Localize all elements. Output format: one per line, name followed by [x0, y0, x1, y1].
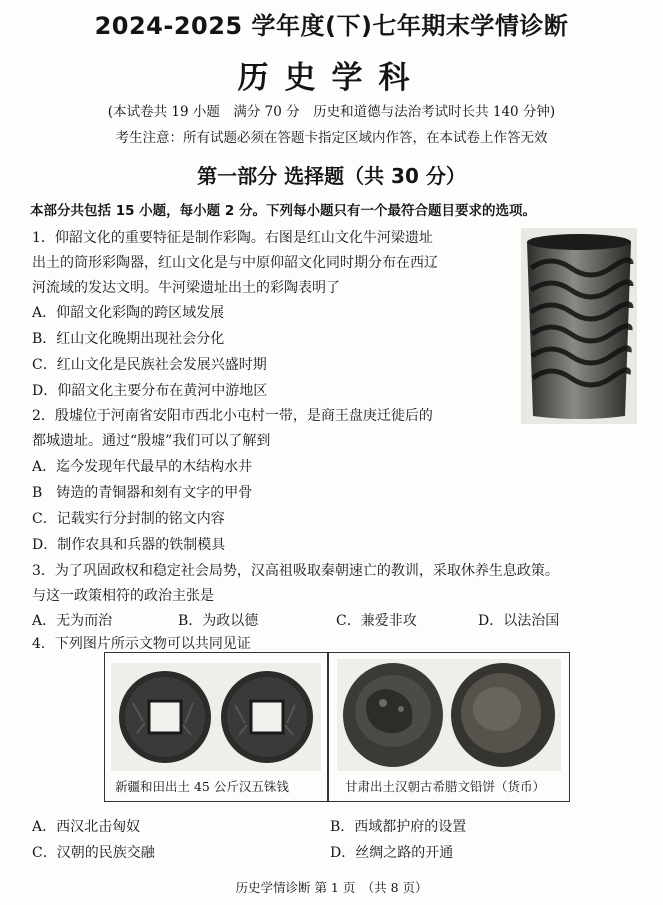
q3-stem-line-2: 与这一政策相符的政治主张是	[32, 588, 214, 604]
q3-option-a: A．无为而治	[32, 613, 113, 629]
q4-option-c: C．汉朝的民族交融	[32, 845, 155, 861]
exam-notice: 考生注意：所有试题必须在答题卡指定区域内作答，在本试卷上作答无效	[115, 130, 548, 146]
q4-option-a: A．西汉北击匈奴	[32, 819, 141, 835]
q3-option-c: C．兼爱非攻	[336, 613, 417, 629]
q3-option-d: D．以法治国	[478, 613, 560, 629]
q4-option-d: D．丝绸之路的开通	[330, 845, 454, 861]
q2-option-c: C．记载实行分封制的铭文内容	[32, 511, 225, 527]
caption-wuzhu-coins: 新疆和田出土 45 公斤汉五铢钱	[115, 779, 289, 794]
q3-stem-line-1: 3．为了巩固政权和稳定社会局势，汉高祖吸取秦朝速亡的教训，采取休养生息政策。	[32, 563, 559, 579]
page-footer: 历史学情诊断 第 1 页 （共 8 页）	[235, 880, 428, 895]
q2-option-d: D．制作农具和兵器的铁制模具	[32, 537, 226, 553]
caption-lead-cakes: 甘肃出土汉朝古希腊文铅饼（货币）	[345, 779, 546, 794]
q1-option-b: B．红山文化晚期出现社会分化	[32, 331, 225, 347]
painted-pottery-jar-image	[521, 228, 637, 424]
q4-stem-line-1: 4．下列图片所示文物可以共同见证	[32, 636, 251, 652]
q4-option-b: B．西域都护府的设置	[330, 819, 467, 835]
q1-option-c: C．红山文化是民族社会发展兴盛时期	[32, 357, 267, 373]
q2-option-a: A．迄今发现年代最早的木结构水井	[32, 459, 253, 475]
exam-title: 2024-2025 学年度(下)七年期末学情诊断	[94, 12, 569, 40]
q4-figure	[104, 652, 570, 802]
q2-stem-line-2: 都城遗址。通过“殷墟”我们可以了解到	[32, 433, 271, 449]
figure-divider	[327, 653, 329, 801]
q1-stem-line-1: 1．仰韶文化的重要特征是制作彩陶。右图是红山文化牛河梁遗址	[32, 230, 433, 246]
q1-option-d: D．仰韶文化主要分布在黄河中游地区	[32, 383, 268, 399]
wuzhu-coins-image	[111, 663, 321, 771]
q1-stem-line-2: 出土的筒形彩陶器，红山文化是与中原仰韶文化同时期分布在西辽	[32, 255, 438, 271]
exam-info: (本试卷共 19 小题 满分 70 分 历史和道德与法治考试时长共 140 分钟)	[107, 104, 556, 120]
lead-cakes-image	[337, 659, 561, 771]
q3-option-b: B．为政以德	[178, 613, 259, 629]
section-instruction: 本部分共包括 15 小题，每小题 2 分。下列每小题只有一个最符合题目要求的选项。	[30, 203, 536, 219]
section-title: 第一部分 选择题（共 30 分）	[197, 164, 466, 188]
q2-option-b: B 铸造的青铜器和刻有文字的甲骨	[32, 485, 253, 501]
q1-stem-line-3: 河流域的发达文明。牛河梁遗址出土的彩陶表明了	[32, 280, 340, 296]
q1-option-a: A．仰韶文化彩陶的跨区域发展	[32, 305, 225, 321]
q2-stem-line-1: 2．殷墟位于河南省安阳市西北小屯村一带，是商王盘庚迁徙后的	[32, 408, 433, 424]
subject-title: 历史学科	[237, 60, 426, 96]
